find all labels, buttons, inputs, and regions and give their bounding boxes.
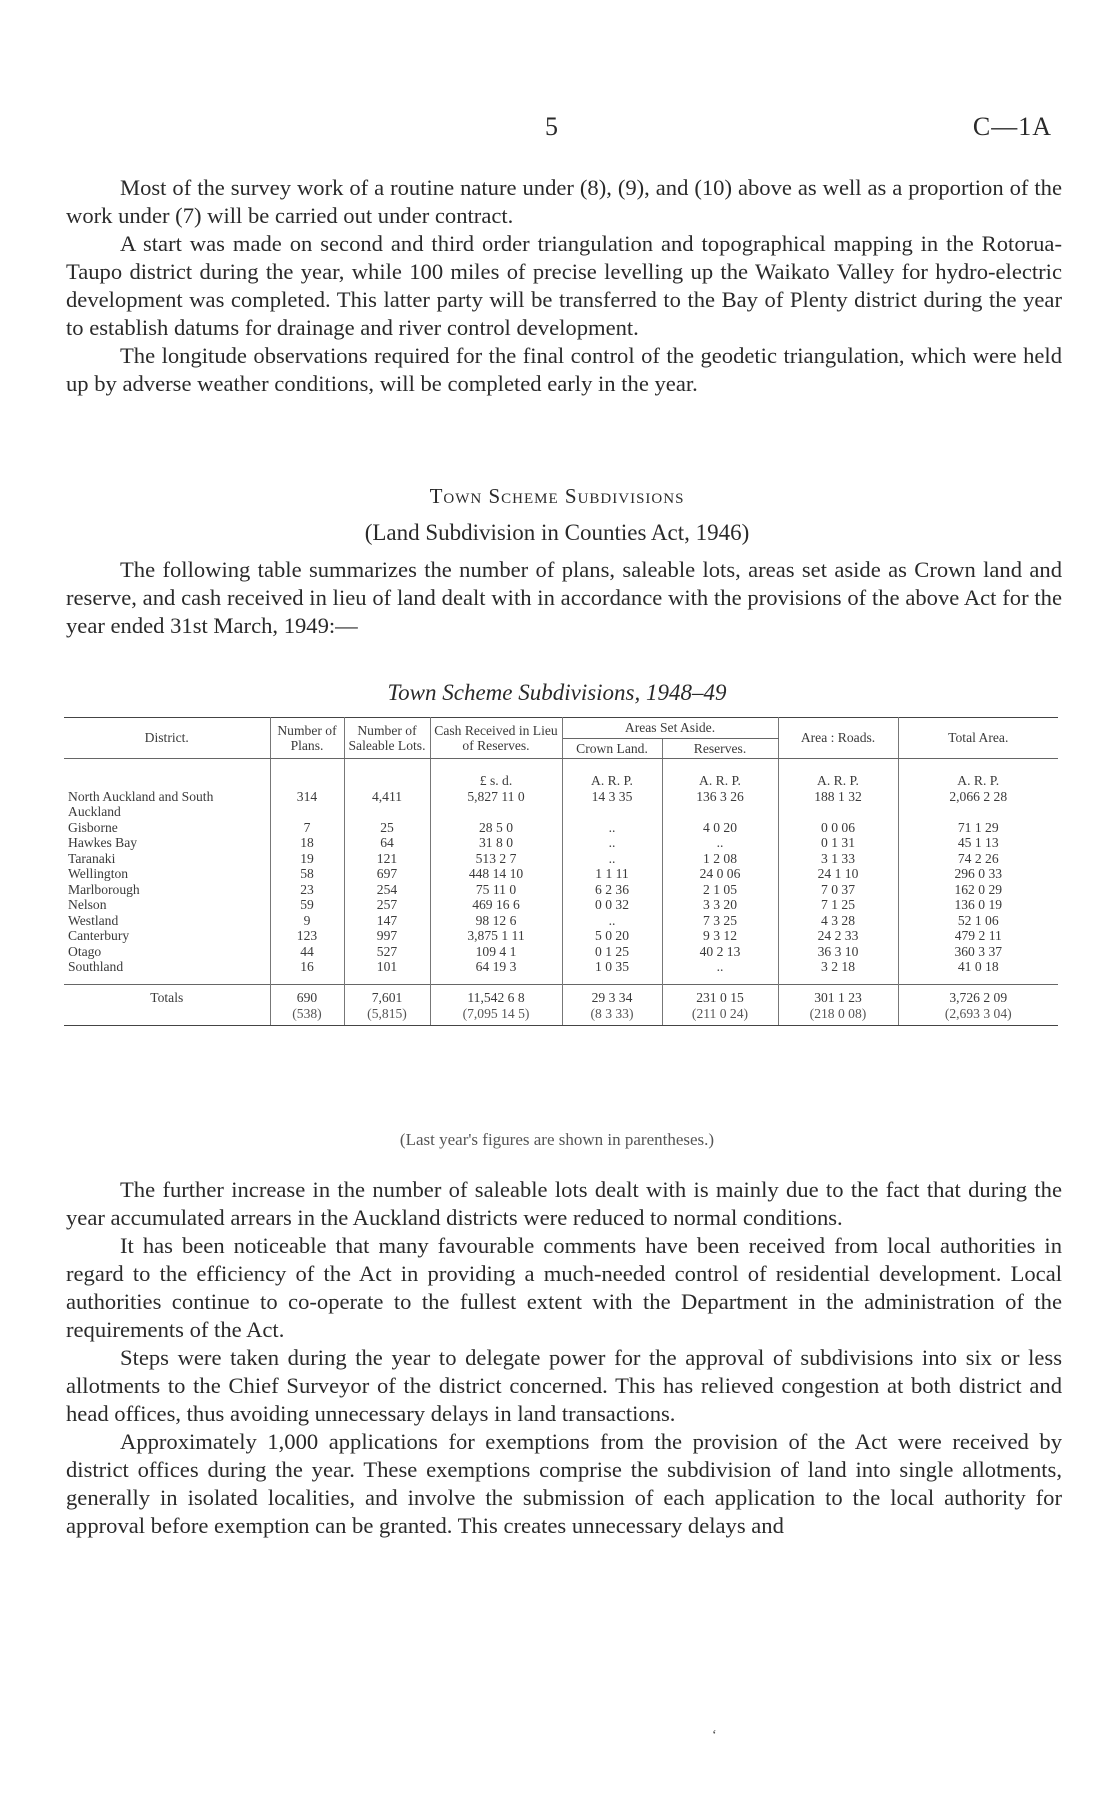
table-row — [64, 882, 1058, 898]
table-row — [64, 944, 1058, 960]
cell-roads: 0 0 06 — [778, 820, 898, 836]
cell-district: Otago — [64, 944, 270, 960]
section-heading: Town Scheme Subdivisions — [429, 484, 685, 508]
table-row — [64, 913, 1058, 929]
cell-reserves: 7 3 25 — [662, 913, 778, 929]
header-reserves: Reserves. — [662, 738, 778, 759]
paragraph: It has been noticeable that many favourable comments have been received from local authorities in regard to the efficiency of the Act in providing a much-needed control of residential development. Local authorities continue to co-operate to the fullest extent with the Department in the administration of the requirements of the Act. — [66, 1233, 1062, 1342]
intro-section — [66, 174, 1062, 398]
cell-reserves: .. — [662, 835, 778, 851]
footer-mark: ‘ — [712, 1728, 717, 1743]
table-row — [64, 851, 1058, 867]
cell-crown: 1 1 11 — [562, 866, 662, 882]
table-note: (Last year's figures are shown in parentheses.) — [399, 1130, 715, 1149]
cell-total: 360 3 37 — [954, 943, 1003, 959]
cell-district: Marlborough — [64, 882, 270, 898]
totals-lots-prev: (5,815) — [367, 1005, 407, 1021]
cell-cash: 513 2 7 — [430, 851, 562, 867]
cell-total: 479 2 11 — [954, 928, 1002, 943]
header-cash: Cash Received in Lieu of Reserves. — [430, 718, 562, 759]
cell-crown: 5 0 20 — [562, 928, 662, 944]
cell-district: Wellington — [64, 866, 270, 882]
subdivisions-table — [64, 717, 1058, 1026]
cell-district: Nelson — [64, 897, 270, 913]
unit-cash: £ s. d. — [430, 759, 562, 789]
cell-roads: 0 1 31 — [778, 835, 898, 851]
cell-plans: 58 — [270, 866, 344, 882]
totals-roads-prev: (218 0 08) — [809, 1005, 867, 1021]
totals-lots: 7,601 (5,815) — [344, 985, 430, 1026]
cell-district: Westland — [64, 913, 270, 929]
totals-crown: 29 3 34 (8 3 33) — [562, 985, 662, 1026]
cell-district: Canterbury — [64, 928, 270, 944]
cell-reserves: .. — [662, 959, 778, 975]
cell-crown: 14 3 35 — [562, 789, 662, 820]
cell-lots: 527 — [344, 944, 430, 960]
table-row — [64, 897, 1058, 913]
cell-roads: 24 1 10 — [778, 866, 898, 882]
cell-roads: 3 1 33 — [778, 851, 898, 867]
totals-reserves-prev: (211 0 24) — [691, 1005, 749, 1021]
totals-label: Totals — [64, 985, 270, 1026]
cell-reserves: 3 3 20 — [662, 897, 778, 913]
cell-cash: 469 16 6 — [430, 897, 562, 913]
page-number: 5 — [545, 112, 558, 141]
table-row — [64, 835, 1058, 851]
cell-plans: 23 — [270, 882, 344, 898]
cell-crown: .. — [562, 913, 662, 929]
cell-lots: 147 — [344, 913, 430, 929]
cell-total: 71 1 29 — [957, 819, 999, 835]
cell-plans: 59 — [270, 897, 344, 913]
cell-reserves: 4 0 20 — [662, 820, 778, 836]
cell-crown: .. — [562, 820, 662, 836]
cell-district: Taranaki — [64, 851, 270, 867]
cell-cash: 64 19 3 — [430, 959, 562, 975]
cell-roads: 3 2 18 — [778, 959, 898, 975]
totals-crown-prev: (8 3 33) — [590, 1005, 634, 1021]
totals-reserves: 231 0 15 (211 0 24) — [662, 985, 778, 1026]
totals-total: 3,726 2 09 (2,693 3 04) — [898, 985, 1058, 1026]
cell-crown: .. — [562, 851, 662, 867]
unit-roads: A. R. P. — [778, 759, 898, 789]
cell-district: Hawkes Bay — [64, 835, 270, 851]
table-caption: Town Scheme Subdivisions, 1948–49 — [387, 680, 727, 705]
cell-cash: 75 11 0 — [430, 882, 562, 898]
header-plans: Number of Plans. — [270, 718, 344, 759]
cell-reserves: 24 0 06 — [662, 866, 778, 882]
cell-lots: 997 — [344, 928, 430, 944]
cell-reserves: 2 1 05 — [662, 882, 778, 898]
cell-total: 52 1 06 — [957, 912, 999, 928]
cell-district: Gisborne — [64, 820, 270, 836]
cell-plans: 18 — [270, 835, 344, 851]
cell-crown: 1 0 35 — [562, 959, 662, 975]
totals-plans: 690 (538) — [270, 985, 344, 1026]
totals-cash-prev: (7,095 14 5) — [462, 1005, 530, 1021]
header-district: District. — [64, 718, 270, 759]
cell-cash: 31 8 0 — [430, 835, 562, 851]
cell-total: 296 0 33 — [954, 866, 1003, 881]
totals-cash: 11,542 6 8 (7,095 14 5) — [430, 985, 562, 1026]
cell-plans: 19 — [270, 851, 344, 867]
table-row — [64, 959, 1058, 975]
cell-total: 45 1 13 — [957, 835, 999, 850]
cell-total: 41 0 18 — [957, 959, 999, 974]
cell-reserves: 40 2 13 — [662, 944, 778, 960]
totals-row — [64, 985, 1058, 1026]
cell-district: Southland — [64, 959, 270, 975]
unit-crown: A. R. P. — [562, 759, 662, 789]
cell-crown: 0 1 25 — [562, 944, 662, 960]
unit-total: A. R. P. — [957, 773, 1000, 788]
cell-lots: 101 — [344, 959, 430, 975]
cell-roads: 7 0 37 — [778, 882, 898, 898]
header-crown-land: Crown Land. — [562, 738, 662, 759]
cell-total: 2,066 2 28 — [949, 788, 1008, 804]
cell-roads: 24 2 33 — [778, 928, 898, 944]
table-row — [64, 789, 1058, 820]
header-lots: Number of Saleable Lots. — [344, 718, 430, 759]
cell-lots: 254 — [344, 882, 430, 898]
paragraph: Steps were taken during the year to delegate power for the approval of subdivisions into six or less allotments to the Chief Surveyor of the district concerned. This has relieved congestion at both district and head offices, thus avoiding unnecessary delays in land transactions. — [66, 1345, 1062, 1426]
paragraph: The further increase in the number of saleable lots dealt with is mainly due to the fact that during the year accumulated arrears in the Auckland districts were reduced to normal conditions. — [66, 1177, 1062, 1230]
cell-plans: 9 — [270, 913, 344, 929]
paragraph: Most of the survey work of a routine nature under (8), (9), and (10) above as well as a proportion of the work under (7) will be carried out under contract. — [66, 175, 1062, 228]
units-row — [64, 759, 1058, 789]
paragraph: Approximately 1,000 applications for exemptions from the provision of the Act were received by district offices during the year. These exemptions comprise the subdivision of land into single allotments, generally in isolated localities, and involve the submission of each application to the local authority for approval before exemption can be granted. This creates unnecessary delays and — [66, 1429, 1062, 1538]
cell-crown: 6 2 36 — [562, 882, 662, 898]
table-row — [64, 866, 1058, 882]
cell-district: North Auckland and South Auckland — [64, 789, 270, 820]
document-reference: C—1A — [972, 112, 1052, 141]
subdivisions-table-wrapper — [64, 717, 1058, 1026]
cell-reserves: 1 2 08 — [662, 851, 778, 867]
discussion-section — [66, 1176, 1062, 1540]
cell-plans: 7 — [270, 820, 344, 836]
cell-cash: 98 12 6 — [430, 913, 562, 929]
totals-roads: 301 1 23 (218 0 08) — [778, 985, 898, 1026]
cell-roads: 7 1 25 — [778, 897, 898, 913]
cell-cash: 3,875 1 11 — [430, 928, 562, 944]
table-row — [64, 820, 1058, 836]
cell-roads: 188 1 32 — [778, 789, 898, 820]
table-intro — [66, 556, 1062, 640]
cell-total: 136 0 19 — [954, 897, 1003, 912]
cell-lots: 697 — [344, 866, 430, 882]
cell-reserves: 9 3 12 — [662, 928, 778, 944]
unit-reserves: A. R. P. — [662, 759, 778, 789]
cell-lots: 64 — [344, 835, 430, 851]
table-row — [64, 928, 1058, 944]
cell-roads: 36 3 10 — [778, 944, 898, 960]
cell-cash: 5,827 11 0 — [430, 789, 562, 820]
cell-lots: 257 — [344, 897, 430, 913]
cell-total: 162 0 29 — [954, 881, 1003, 897]
cell-plans: 123 — [270, 928, 344, 944]
header-areas-set-aside: Areas Set Aside. — [562, 718, 778, 739]
cell-plans: 314 — [270, 789, 344, 820]
cell-plans: 44 — [270, 944, 344, 960]
cell-lots: 25 — [344, 820, 430, 836]
totals-plans-prev: (538) — [292, 1005, 322, 1021]
cell-total: 74 2 26 — [957, 850, 999, 866]
cell-reserves: 136 3 26 — [662, 789, 778, 820]
cell-cash: 448 14 10 — [430, 866, 562, 882]
cell-roads: 4 3 28 — [778, 913, 898, 929]
paragraph: The longitude observations required for the final control of the geodetic triangulation, which were held up by adverse weather conditions, will be completed early in the year. — [66, 343, 1062, 396]
cell-plans: 16 — [270, 959, 344, 975]
cell-cash: 28 5 0 — [430, 820, 562, 836]
header-roads: Area : Roads. — [778, 718, 898, 759]
cell-lots: 121 — [344, 851, 430, 867]
cell-crown: 0 0 32 — [562, 897, 662, 913]
cell-lots: 4,411 — [344, 789, 430, 820]
cell-cash: 109 4 1 — [430, 944, 562, 960]
page-header — [0, 112, 1114, 148]
cell-crown: .. — [562, 835, 662, 851]
header-total-area: Total Area. — [898, 718, 1058, 759]
paragraph: A start was made on second and third order triangulation and topographical mapping in the Rotorua-Taupo district during the year, while 100 miles of precise levelling up the Waikato Valley for hydro-electric development was completed. This latter party will be transferred to the Bay of Plenty district during the year to establish datums for drainage and river control development. — [66, 231, 1062, 340]
totals-total-prev: (2,693 3 04) — [944, 1005, 1012, 1021]
paragraph: The following table summarizes the number of plans, saleable lots, areas set aside as Crown land and reserve, and cash received in lieu of land dealt with in accordance with the provisions of the above Act for the year ended 31st March, 1949:— — [66, 557, 1062, 638]
section-subheading: (Land Subdivision in Counties Act, 1946) — [364, 520, 750, 545]
